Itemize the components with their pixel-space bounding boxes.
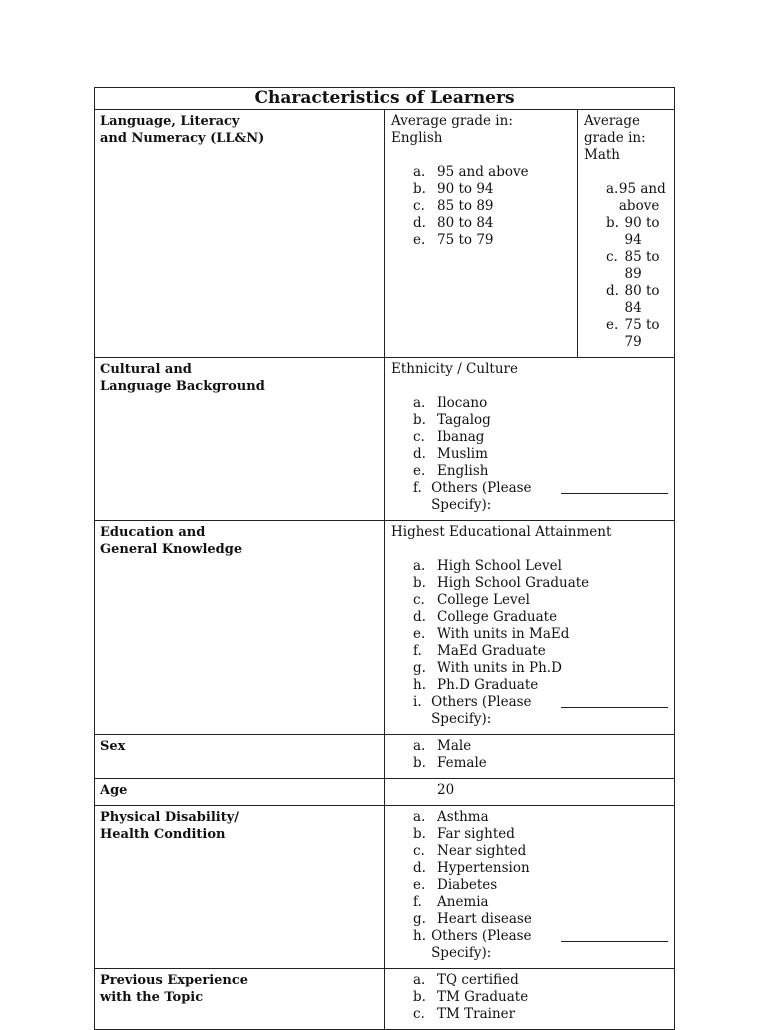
health-options [391,809,668,962]
row-culture [95,358,675,521]
option-label: 80 to 84 [437,215,494,231]
culture-options [391,395,668,514]
option-marker: a. [606,181,619,197]
option-marker: f. [413,643,422,659]
option-label: Anemia [437,894,489,910]
option-marker: b. [413,181,426,197]
row-label: Cultural and Language Background [95,358,385,521]
option-label: Tagalog [437,412,491,428]
option-marker: e. [413,232,426,248]
option-label: Ph.D Graduate [437,677,539,693]
option-label: With units in MaEd [437,626,570,642]
sex-options [391,738,668,772]
option-item [413,164,571,181]
option-item [413,429,668,446]
row-label: Sex [95,735,385,779]
english-grade-cell: Average grade in: English a. 95 and above b. 90 to 94 c. 85 to 89 d. 80 to 84 e. 75 to 79 [385,110,578,357]
option-label: Diabetes [437,877,498,893]
option-item [413,738,668,755]
option-item [413,677,668,694]
option-item [413,809,668,826]
option-item [413,972,668,989]
option-marker: d. [606,283,619,299]
specify-blank-line[interactable] [561,480,668,494]
option-item [413,694,668,728]
option-marker: b. [413,575,426,591]
experience-cell [385,969,675,1030]
row-label: Language, Literacy and Numeracy (LL&N) [95,110,385,358]
option-marker: c. [413,198,425,214]
option-label: English [437,463,489,479]
option-label: 85 to 89 [624,249,660,282]
math-grade-cell: Average grade in: Math a. 95 and above b. 90 to 94 c. 85 to 89 d. 80 to 84 e. 75 to 79 [578,110,675,357]
option-label: 95 and above [618,181,666,214]
option-item [413,928,668,962]
option-marker: a. [413,972,426,988]
option-label: College Level [437,592,530,608]
option-label: Ibanag [437,429,485,445]
option-marker: c. [606,249,618,265]
option-marker: b. [413,755,426,771]
option-item [413,843,668,860]
option-item [413,989,668,1006]
option-label: 80 to 84 [624,283,660,316]
option-item [606,283,668,317]
row-label: Physical Disability/ Health Condition [95,806,385,969]
option-label: TM Graduate [437,989,529,1005]
experience-options [391,972,668,1023]
option-item [413,860,668,877]
row-sex [95,735,675,779]
option-marker: a. [413,809,426,825]
option-label: Female [437,755,487,771]
option-item [606,215,668,249]
option-marker: g. [413,660,426,676]
option-label: Asthma [437,809,489,825]
option-label: 95 and above [437,164,529,180]
option-marker: e. [413,877,426,893]
english-grade-options [391,164,571,249]
sex-cell [385,735,675,779]
option-marker: h. [413,928,426,944]
option-marker: b. [413,989,426,1005]
option-item [413,609,668,626]
education-cell: Highest Educational Attainment a. High School Level b. High School Graduate c. College Level d. College Graduate e. With units in MaEd f. MaEd Graduate g. With units in Ph.D h. Ph.D Graduate i. Others (Please Specify): [385,521,675,735]
option-marker: a. [413,738,426,754]
row-label: Previous Experience with the Topic [95,969,385,1030]
option-marker: c. [413,843,425,859]
option-marker: f. [413,894,422,910]
option-item [606,181,668,215]
option-item [413,1006,668,1023]
option-item [413,446,668,463]
culture-cell: Ethnicity / Culture a. Ilocano b. Tagalog c. Ibanag d. Muslim e. English f. Others (Please Specify): [385,358,675,521]
option-label: Near sighted [437,843,527,859]
option-label: 90 to 94 [624,215,660,248]
option-marker: d. [413,215,426,231]
option-label: Others (Please Specify): [431,480,532,513]
option-label: High School Level [437,558,562,574]
specify-blank-line[interactable] [561,694,668,708]
option-item [413,626,668,643]
option-item [413,558,668,575]
option-item [413,215,571,232]
option-marker: c. [413,1006,425,1022]
option-label: Heart disease [437,911,532,927]
option-label: Others (Please Specify): [431,694,532,727]
option-item [413,660,668,677]
option-marker: d. [413,446,426,462]
option-item [413,911,668,928]
option-marker: d. [413,609,426,625]
row-age [95,779,675,806]
option-item [413,395,668,412]
option-label: Far sighted [437,826,515,842]
option-label: Male [437,738,472,754]
option-label: 75 to 79 [624,317,660,350]
option-marker: c. [413,592,425,608]
option-marker: g. [413,911,426,927]
option-item [413,480,668,514]
age-value: 20 [385,779,675,806]
option-label: TM Trainer [437,1006,516,1022]
option-item [413,575,668,592]
option-item [413,198,571,215]
option-label: High School Graduate [437,575,590,591]
option-marker: a. [413,164,426,180]
option-marker: e. [413,626,426,642]
specify-blank-line[interactable] [561,928,668,942]
option-item [413,181,571,198]
option-label: MaEd Graduate [437,643,546,659]
option-item [606,317,668,351]
option-item [413,643,668,660]
characteristics-table [94,87,675,1030]
option-marker: b. [413,412,426,428]
option-label: 75 to 79 [437,232,494,248]
health-cell [385,806,675,969]
option-marker: b. [606,215,619,231]
option-marker: a. [413,395,426,411]
option-marker: f. [413,480,422,496]
option-item [413,826,668,843]
learner-characteristics-form [94,87,675,1030]
option-label: College Graduate [437,609,558,625]
option-item [606,249,668,283]
option-label: Hypertension [437,860,530,876]
row-llan [95,110,675,358]
option-label: 85 to 89 [437,198,494,214]
option-marker: b. [413,826,426,842]
row-label: Age [95,779,385,806]
option-label: TQ certified [437,972,519,988]
row-health [95,806,675,969]
form-title: Characteristics of Learners [95,88,675,110]
option-item [413,412,668,429]
option-marker: h. [413,677,426,693]
option-item [413,755,668,772]
education-options [391,558,668,728]
option-item [413,877,668,894]
option-marker: a. [413,558,426,574]
row-education [95,521,675,735]
option-marker: d. [413,860,426,876]
option-item [413,894,668,911]
option-label: With units in Ph.D [437,660,562,676]
option-marker: e. [606,317,619,333]
option-item [413,592,668,609]
option-marker: i. [413,694,422,710]
option-label: 90 to 94 [437,181,494,197]
option-label: Muslim [437,446,488,462]
row-experience [95,969,675,1030]
option-label: Others (Please Specify): [431,928,532,961]
row-label: Education and General Knowledge [95,521,385,735]
option-marker: e. [413,463,426,479]
option-item [413,463,668,480]
option-marker: c. [413,429,425,445]
math-grade-options [584,181,668,351]
option-label: Ilocano [437,395,488,411]
option-item [413,232,571,249]
